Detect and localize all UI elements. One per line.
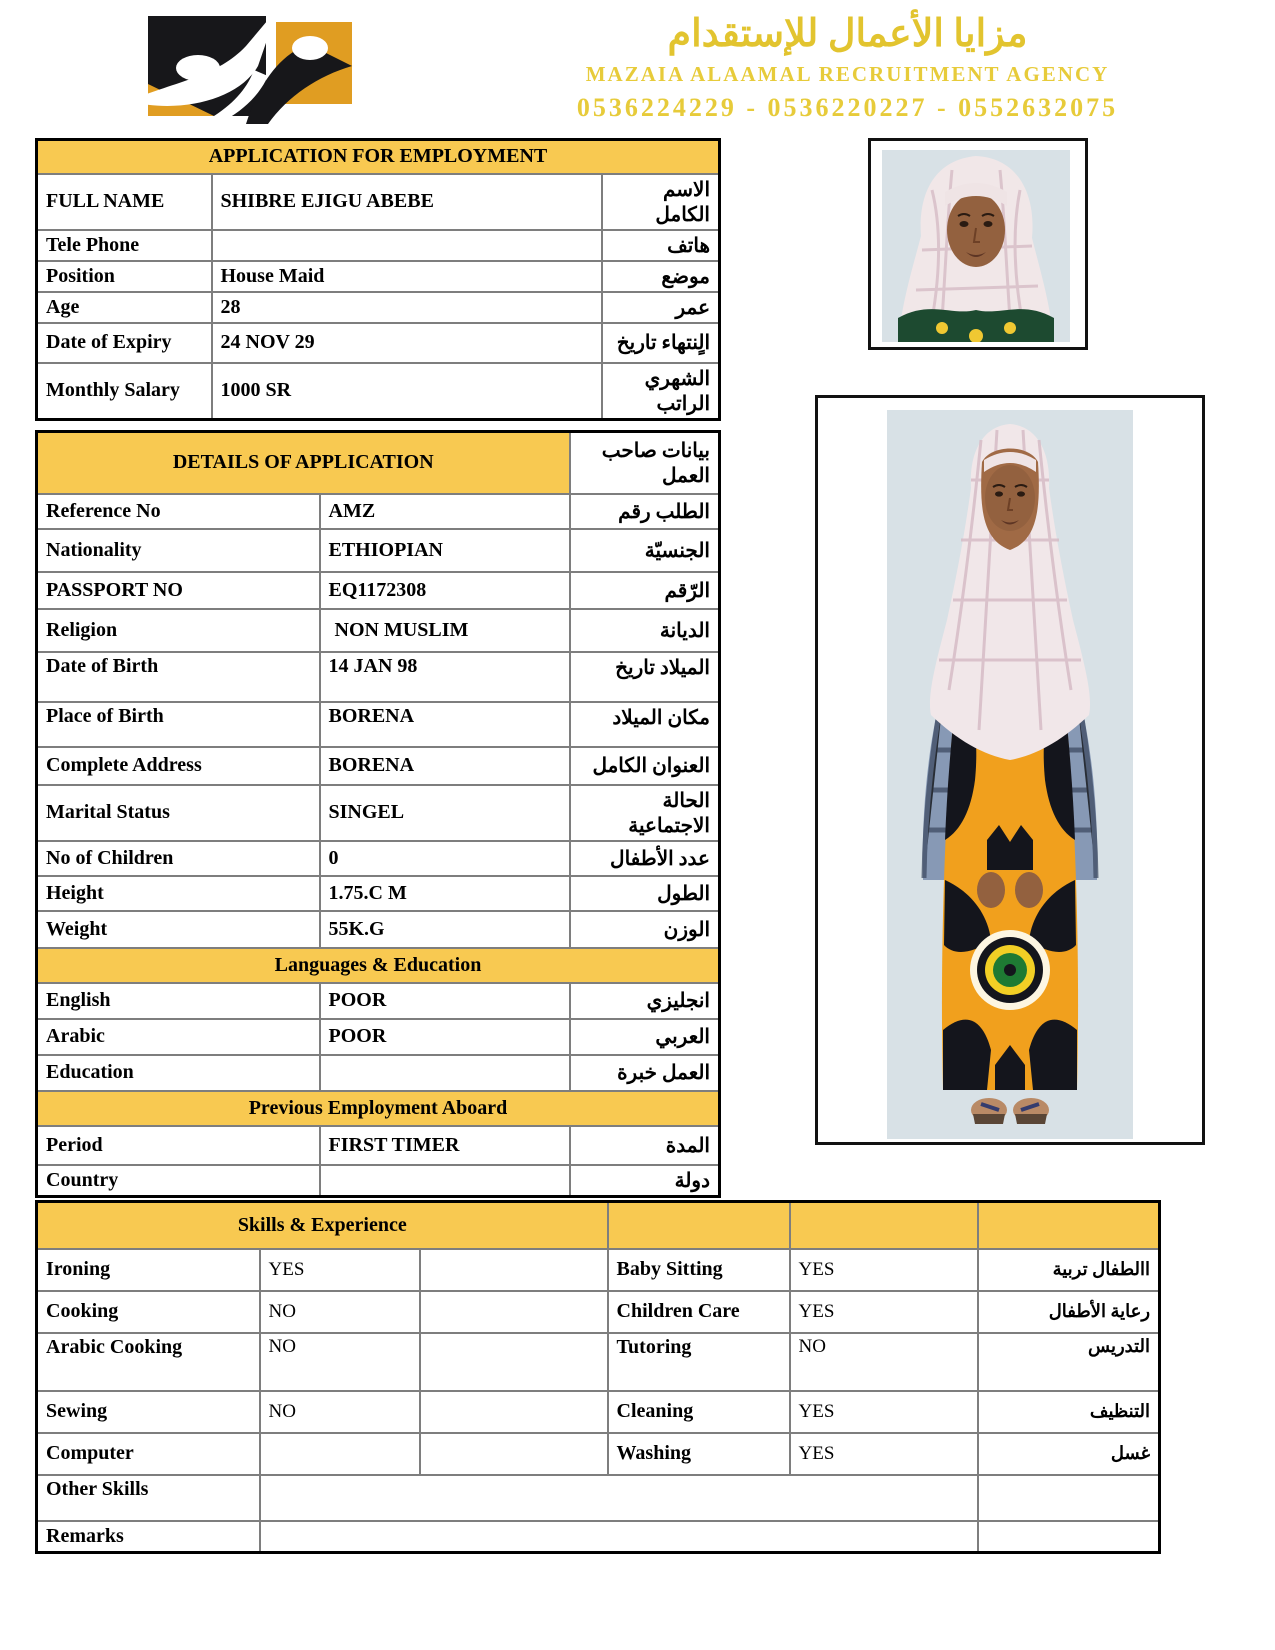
remarks-value (260, 1521, 978, 1553)
ironing-value: YES (260, 1249, 420, 1291)
arabic-cooking-value: NO (260, 1333, 420, 1391)
no-of-children-value: 0 (320, 841, 570, 876)
reference-no-value: AMZ (320, 494, 570, 529)
other-skills-arabic-cell (978, 1475, 1160, 1521)
skills-header-spacer-1 (608, 1202, 790, 1249)
passport-no-label: PASSPORT NO (37, 572, 320, 609)
agency-header (520, 14, 1175, 123)
height-value: 1.75.C M (320, 876, 570, 911)
remarks-arabic-cell (978, 1521, 1160, 1553)
tutoring-value: NO (790, 1333, 978, 1391)
country-value (320, 1165, 570, 1197)
marital-status-label: Marital Status (37, 785, 320, 841)
religion-label: Religion (37, 609, 320, 652)
tele-phone-label: Tele Phone (37, 230, 212, 261)
place-of-birth-value: BORENA (320, 702, 570, 747)
english-label: English (37, 983, 320, 1019)
skills-empty-cell (420, 1333, 608, 1391)
religion-value: NON MUSLIM (320, 609, 570, 652)
date-of-expiry-label-arabic: الٍنتهاء تاريخ (602, 323, 720, 363)
computer-value (260, 1433, 420, 1475)
english-value: POOR (320, 983, 570, 1019)
skills-empty-cell (420, 1433, 608, 1475)
age-label-arabic: عمر (602, 292, 720, 323)
details-of-application-table (35, 430, 721, 1198)
skills-experience-table (35, 1200, 1161, 1554)
skills-header-spacer-3 (978, 1202, 1160, 1249)
cooking-value: NO (260, 1291, 420, 1333)
position-value: House Maid (212, 261, 602, 292)
skills-empty-cell (420, 1391, 608, 1433)
passport-no-value: EQ1172308 (320, 572, 570, 609)
monthly-salary-value: 1000 SR (212, 363, 602, 420)
reference-no-label: Reference No (37, 494, 320, 529)
weight-value: 55K.G (320, 911, 570, 948)
tele-phone-value (212, 230, 602, 261)
religion-label-arabic: الديانة (570, 609, 720, 652)
full-name-label: FULL NAME (37, 174, 212, 230)
no-of-children-label-arabic: عدد الأطفال (570, 841, 720, 876)
languages-education-header: Languages & Education (37, 948, 720, 983)
english-label-arabic: انجليزي (570, 983, 720, 1019)
skills-table-title: Skills & Experience (37, 1202, 608, 1249)
age-label: Age (37, 292, 212, 323)
arabic-label: Arabic (37, 1019, 320, 1055)
washing-label: Washing (608, 1433, 790, 1475)
monthly-salary-label-arabic: الشهري الراتب (602, 363, 720, 420)
washing-value: YES (790, 1433, 978, 1475)
education-value (320, 1055, 570, 1091)
agency-phone-numbers: 0536224229 - 0536220227 - 0552632075 (576, 92, 1119, 122)
complete-address-label-arabic: العنوان الكامل (570, 747, 720, 785)
weight-label: Weight (37, 911, 320, 948)
baby-sitting-label-arabic: االطفال تربية (978, 1249, 1160, 1291)
cleaning-value: YES (790, 1391, 978, 1433)
period-label-arabic: المدة (570, 1126, 720, 1165)
date-of-birth-label-arabic: الميلاد تاريخ (570, 652, 720, 702)
baby-sitting-label: Baby Sitting (608, 1249, 790, 1291)
weight-label-arabic: الوزن (570, 911, 720, 948)
date-of-birth-label: Date of Birth (37, 652, 320, 702)
education-label-arabic: العمل خبرة (570, 1055, 720, 1091)
nationality-label-arabic: الجنسيّة (570, 529, 720, 572)
previous-employment-header: Previous Employment Aboard (37, 1091, 720, 1126)
period-value: FIRST TIMER (320, 1126, 570, 1165)
reference-no-label-arabic: الطلب رقم (570, 494, 720, 529)
country-label: Country (37, 1165, 320, 1197)
nationality-label: Nationality (37, 529, 320, 572)
marital-status-label-arabic: الحالة الاجتماعية (570, 785, 720, 841)
other-skills-value (260, 1475, 978, 1521)
washing-label-arabic: غسل (978, 1433, 1160, 1475)
position-label-arabic: موضع (602, 261, 720, 292)
date-of-expiry-value: 24 NOV 29 (212, 323, 602, 363)
date-of-expiry-label: Date of Expiry (37, 323, 212, 363)
nationality-value: ETHIOPIAN (320, 529, 570, 572)
ironing-label: Ironing (37, 1249, 260, 1291)
tutoring-label: Tutoring (608, 1333, 790, 1391)
children-care-label-arabic: رعاية الأطفال (978, 1291, 1160, 1333)
height-label: Height (37, 876, 320, 911)
baby-sitting-value: YES (790, 1249, 978, 1291)
cooking-label: Cooking (37, 1291, 260, 1333)
portrait-photo-image (882, 150, 1070, 342)
date-of-birth-value: 14 JAN 98 (320, 652, 570, 702)
skills-empty-cell (420, 1249, 608, 1291)
skills-header-spacer-2 (790, 1202, 978, 1249)
application-table-title: APPLICATION FOR EMPLOYMENT (37, 140, 720, 174)
cleaning-label-arabic: التنظيف (978, 1391, 1160, 1433)
age-value: 28 (212, 292, 602, 323)
height-label-arabic: الطول (570, 876, 720, 911)
passport-no-label-arabic: الرّقم (570, 572, 720, 609)
details-table-title-arabic: بيانات صاحب العمل (570, 432, 720, 494)
sewing-label: Sewing (37, 1391, 260, 1433)
place-of-birth-label: Place of Birth (37, 702, 320, 747)
no-of-children-label: No of Children (37, 841, 320, 876)
application-for-employment-table (35, 138, 721, 421)
complete-address-value: BORENA (320, 747, 570, 785)
marital-status-value: SINGEL (320, 785, 570, 841)
full-body-photo-image (887, 410, 1133, 1139)
tutoring-label-arabic: التدريس (978, 1333, 1160, 1391)
full-name-value: SHIBRE EJIGU ABEBE (212, 174, 602, 230)
arabic-value: POOR (320, 1019, 570, 1055)
applicant-full-body-photo (815, 395, 1205, 1145)
agency-title-arabic: مزايا الأعمال للإستقدام (667, 13, 1028, 55)
period-label: Period (37, 1126, 320, 1165)
complete-address-label: Complete Address (37, 747, 320, 785)
skills-empty-cell (420, 1291, 608, 1333)
children-care-label: Children Care (608, 1291, 790, 1333)
education-label: Education (37, 1055, 320, 1091)
agency-logo (118, 6, 362, 126)
applicant-portrait-photo (868, 138, 1088, 350)
computer-label: Computer (37, 1433, 260, 1475)
agency-name: MAZAIA ALAAMAL RECRUITMENT AGENCY (585, 61, 1110, 86)
full-name-label-arabic: الاسم الكامل (602, 174, 720, 230)
monthly-salary-label: Monthly Salary (37, 363, 212, 420)
tele-phone-label-arabic: هاتف (602, 230, 720, 261)
arabic-cooking-label: Arabic Cooking (37, 1333, 260, 1391)
cleaning-label: Cleaning (608, 1391, 790, 1433)
country-label-arabic: دولة (570, 1165, 720, 1197)
children-care-value: YES (790, 1291, 978, 1333)
remarks-label: Remarks (37, 1521, 260, 1553)
place-of-birth-label-arabic: مكان الميلاد (570, 702, 720, 747)
details-table-title: DETAILS OF APPLICATION (37, 432, 570, 494)
other-skills-label: Other Skills (37, 1475, 260, 1521)
position-label: Position (37, 261, 212, 292)
sewing-value: NO (260, 1391, 420, 1433)
arabic-label-arabic: العربي (570, 1019, 720, 1055)
